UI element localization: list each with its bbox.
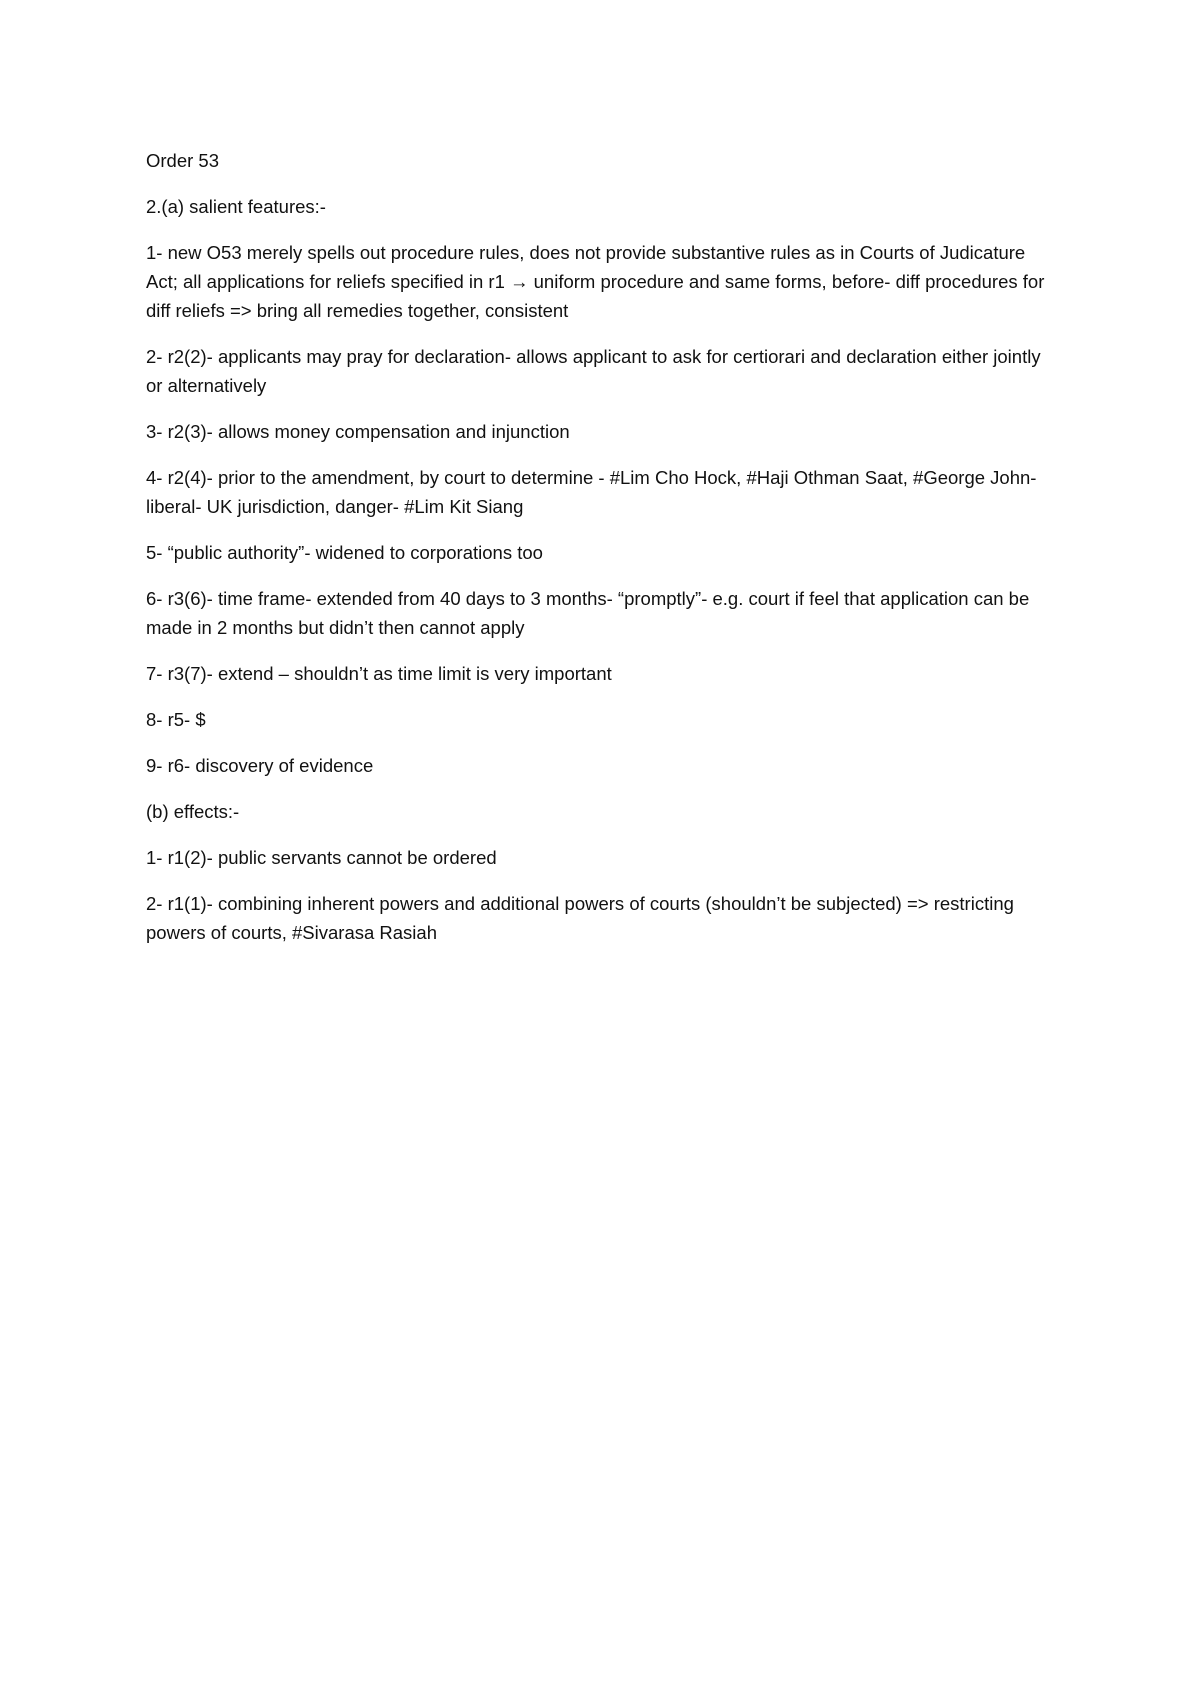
list-item: 9- r6- discovery of evidence <box>146 755 374 776</box>
list-item: 8- r5- $ <box>146 709 206 730</box>
list-item: 2- r1(1)- combining inherent powers and additional powers of courts (shouldn’t be subjected) => restricting powers of courts, #Sivarasa Rasiah <box>146 893 1020 943</box>
list-item: 2- r2(2)- applicants may pray for declaration- allows applicant to ask for certiorari and declaration either jointly or alternatively <box>146 346 1046 396</box>
list-item: 7- r3(7)- extend – shouldn’t as time limit is very important <box>146 663 612 684</box>
section-heading-salient-features: 2.(a) salient features:- <box>146 196 326 217</box>
document-body <box>146 146 1050 964</box>
list-item: 6- r3(6)- time frame- extended from 40 days to 3 months- “promptly”- e.g. court if feel that application can be made in 2 months but didn’t then cannot apply <box>146 588 1035 638</box>
document-title: Order 53 <box>146 150 220 171</box>
list-item: 1- new O53 merely spells out procedure rules, does not provide substantive rules as in Courts of Judicature Act; all applications for reliefs specified in r1 → uniform procedure and same forms, before- diff procedures for diff reliefs => bring all remedies together, consistent <box>146 242 1050 321</box>
list-item: 3- r2(3)- allows money compensation and injunction <box>146 421 570 442</box>
section-heading-effects: (b) effects:- <box>146 801 240 822</box>
list-item: 5- “public authority”- widened to corporations too <box>146 542 543 563</box>
list-item: 4- r2(4)- prior to the amendment, by court to determine - #Lim Cho Hock, #Haji Othman Saat, #George John- liberal- UK jurisdiction, danger- #Lim Kit Siang <box>146 467 1042 517</box>
list-item: 1- r1(2)- public servants cannot be ordered <box>146 847 497 868</box>
